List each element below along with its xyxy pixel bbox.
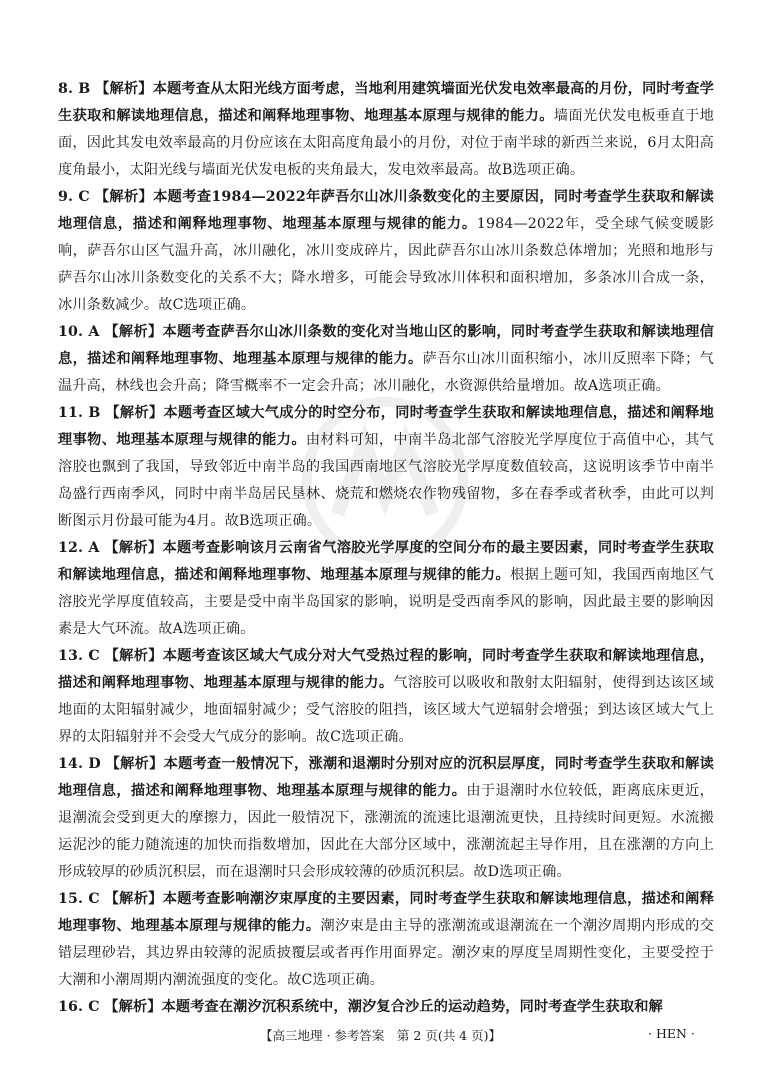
- answer-item-8: [58, 76, 714, 184]
- item-lead: 本题考查该区域大气成分对大气受热过程的影响，同时考查学生获取和解读地理信息，描述和阐释地理事物、地理基本原理与规律的能力。: [58, 648, 715, 691]
- item-number: 16. C: [58, 999, 100, 1015]
- item-number: 8. B: [58, 81, 91, 97]
- analysis-tag: 【解析】: [104, 648, 163, 664]
- answer-item-14: [58, 751, 714, 886]
- item-body: 萨吾尔山冰川面积缩小，冰川反照率下降；气温升高，林线也会升高；降雪概率不一定会升高；冰川融化，水资源供给量增加。故A选项正确。: [58, 350, 715, 394]
- item-body: 根据上题可知，我国西南地区气溶胶光学厚度值较高，主要是受中南半岛国家的影响，说明是受西南季风的影响，因此最主要的影响因素是大气环流。故A选项正确。: [58, 566, 714, 637]
- item-lead: 本题考查1984—2022年萨吾尔山冰川条数变化的主要原因，同时考查学生获取和解读地理信息，描述和阐释地理事物、地理基本原理与规律的能力。: [58, 189, 715, 232]
- analysis-tag: 【解析】: [104, 999, 162, 1015]
- item-number: 14. D: [58, 756, 101, 772]
- analysis-tag: 【解析】: [105, 756, 164, 772]
- footer-code: · HEN ·: [648, 1026, 695, 1041]
- item-body: 由材料可知，中南半岛北部气溶胶光学厚度位于高值中心，其气溶胶也飘到了我国，导致邻近中南半岛的我国西南地区气溶胶光学厚度数值较高，这说明该季节中南半岛盛行西南季风，同时中南半岛居民垦林、烧荒和燃烧农作物残留物，多在春季或者秋季，由此可以判断图示月份最可能为4月。故B选项正确。: [58, 431, 714, 529]
- answer-item-9: [58, 184, 714, 319]
- item-number: 15. C: [58, 891, 100, 907]
- analysis-tag: 【解析】: [104, 891, 163, 907]
- item-body: 墙面光伏发电板垂直于地面，因此其发电效率最高的月份应该在太阳高度角最小的月份，对位于南半球的新西兰来说，6月太阳高度角最小，太阳光线与墙面光伏发电板的夹角最大，发电效率最高。故B选项正确。: [58, 107, 714, 178]
- answer-item-15: [58, 886, 714, 994]
- footer-page-info: 【高三地理 · 参考答案 第 2 页(共 4 页)】: [260, 1028, 501, 1043]
- analysis-tag: 【解析】: [104, 540, 163, 556]
- item-number: 10. A: [58, 324, 100, 340]
- answer-item-11: [58, 400, 714, 535]
- item-body: 气溶胶可以吸收和散射太阳辐射，使得到达该区域地面的太阳辐射减少，地面辐射减少；受气溶胶的阻挡，该区域大气逆辐射会增强；到达该区域大气上界的太阳辐射并不会受大气成分的影响。故C选项正确。: [58, 674, 714, 745]
- item-body: 1984—2022年，受全球气候变暖影响，萨吾尔山区气温升高，冰川融化，冰川变成碎片，因此萨吾尔山冰川条数总体增加；光照和地形与萨吾尔山冰川条数变化的关系不大；降水增多，可能会导致冰川体积和面积增加，多条冰川合成一条，冰川条数减少。故C选项正确。: [58, 215, 714, 313]
- item-lead: 本题考查区域大气成分的时空分布，同时考查学生获取和解读地理信息，描述和阐释地理事物、地理基本原理与规律的能力。: [58, 405, 714, 448]
- answer-item-16: [58, 994, 714, 1021]
- analysis-tag: 【解析】: [105, 405, 164, 421]
- analysis-tag: 【解析】: [95, 81, 153, 97]
- answer-item-10: [58, 319, 714, 400]
- item-number: 9. C: [58, 189, 90, 205]
- item-lead: 本题考查影响该月云南省气溶胶光学厚度的空间分布的最主要因素，同时考查学生获取和解读地理信息，描述和阐释地理事物、地理基本原理与规律的能力。: [58, 540, 715, 583]
- item-lead: 本题考查影响潮汐束厚度的主要因素，同时考查学生获取和解读地理信息，描述和阐释地理事物、地理基本原理与规律的能力。: [58, 891, 715, 934]
- item-lead: 本题考查萨吾尔山冰川条数的变化对当地山区的影响，同时考查学生获取和解读地理信息，描述和阐释地理事物、地理基本原理与规律的能力。: [58, 324, 715, 367]
- item-lead: 本题考查从太阳光线方面考虑，当地利用建筑墙面光伏发电效率最高的月份，同时考查学生获取和解读地理信息，描述和阐释地理事物、地理基本原理与规律的能力。: [58, 81, 714, 124]
- item-number: 12. A: [58, 540, 100, 556]
- answer-item-12: [58, 535, 714, 643]
- item-body: 由于退潮时水位较低，距离底床更近，退潮流会受到更大的摩擦力，因此一般情况下，涨潮流的流速比退潮流更快，且持续时间更短。水流搬运泥沙的能力随流速的加快而指数增加，因此在大部分区域中，涨潮流起主导作用，且在涨潮的方向上形成较厚的砂质沉积层，而在退潮时只会形成较薄的砂质沉积层。故D选项正确。: [58, 782, 714, 880]
- item-lead: 本题考查一般情况下，涨潮和退潮时分别对应的沉积层厚度，同时考查学生获取和解读地理信息，描述和阐释地理事物、地理基本原理与规律的能力。: [58, 756, 714, 799]
- item-number: 13. C: [58, 648, 100, 664]
- analysis-tag: 【解析】: [104, 324, 163, 340]
- item-body: 潮汐束是由主导的涨潮流或退潮流在一个潮汐周期内形成的交错层理砂岩，其边界由较薄的泥质披覆层或者再作用面界定。潮汐束的厚度呈周期性变化，主要受控于大潮和小潮周期内潮流强度的变化。故C选项正确。: [58, 917, 714, 988]
- analysis-tag: 【解析】: [94, 189, 154, 205]
- page-footer: [0, 1026, 764, 1050]
- answer-item-13: [58, 643, 714, 751]
- item-lead: 本题考查在潮汐沉积系统中，潮汐复合沙丘的运动趋势，同时考查学生获取和解: [161, 999, 663, 1015]
- item-number: 11. B: [58, 405, 101, 421]
